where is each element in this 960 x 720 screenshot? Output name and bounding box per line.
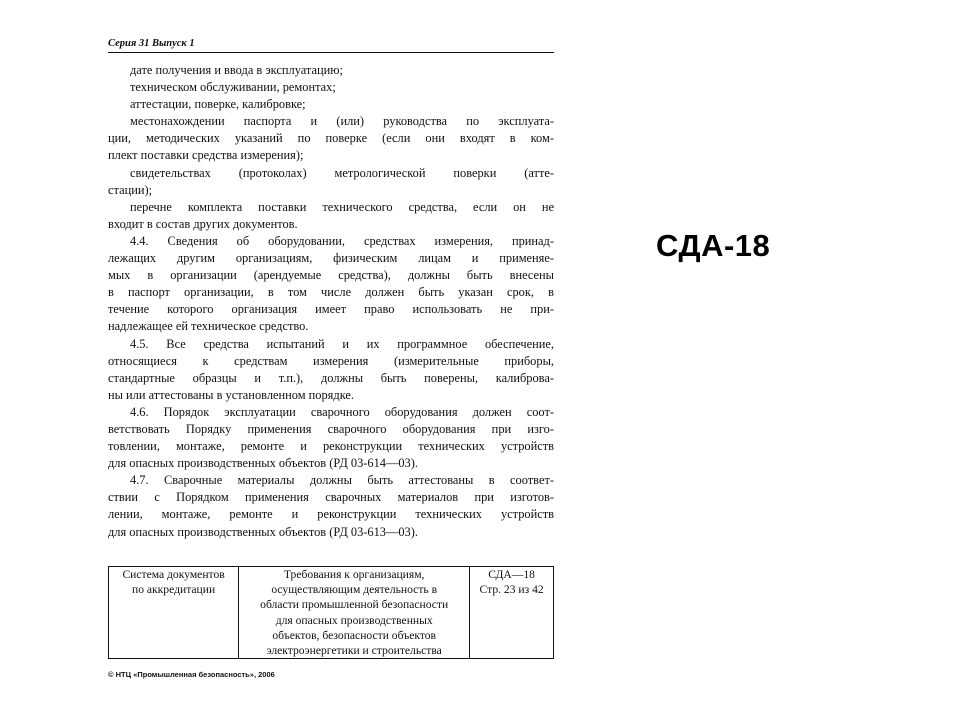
text-line: свидетельствах (протоколах) метрологической поверки (атте- xyxy=(130,165,554,180)
copyright-notice: © НТЦ «Промышленная безопасность», 2006 xyxy=(108,670,275,679)
text-line: 4.4. Сведения об оборудовании, средствах измерения, принад- xyxy=(130,233,554,248)
footer-table xyxy=(108,566,554,659)
table-cell-line: осуществляющим деятельность в xyxy=(271,583,438,597)
table-cell-line: Система документов xyxy=(122,568,225,581)
text-line: техническом обслуживании, ремонтах; xyxy=(130,80,336,95)
table-cell-line: Стр. 23 из 42 xyxy=(479,583,544,597)
text-line: 4.5. Все средства испытаний и их программное обеспечение, xyxy=(130,336,554,351)
document-code: СДА-18 xyxy=(656,228,771,263)
text-line: товлении, монтаже, ремонте и реконструкции технических устройств xyxy=(108,439,554,454)
text-line: лении, монтаже, ремонте и реконструкции технических устройств xyxy=(108,507,554,522)
text-line: надлежащее ей техническое средство. xyxy=(108,319,309,334)
table-cell-line: области промышленной безопасности xyxy=(260,598,449,612)
text-line: лежащих другим организациям, физическим лицам и применяе- xyxy=(108,251,554,266)
text-line: аттестации, поверке, калибровке; xyxy=(130,97,306,112)
text-line: относящиеся к средствам измерения (измерительные приборы, xyxy=(108,353,554,368)
text-line: ствии с Порядком применения сварочных материалов при изготов- xyxy=(108,490,554,505)
text-line: для опасных производственных объектов (РД 03-614—03). xyxy=(108,456,418,471)
table-cell-line: электроэнергетики и строительства xyxy=(266,644,442,658)
document-page xyxy=(108,30,554,682)
text-line: стандартные образцы и т.п.), должны быть поверены, калиброва- xyxy=(108,370,554,385)
text-line: стации); xyxy=(108,182,153,197)
table-cell-line: по аккредитации xyxy=(131,583,216,597)
table-cell-line: для опасных производственных xyxy=(275,613,433,627)
footer-cell-document-system xyxy=(109,567,239,659)
text-line: ны или аттестованы в установленном порядке. xyxy=(108,387,354,402)
header-rule xyxy=(108,52,554,53)
table-cell-line: Требования к организациям, xyxy=(283,568,425,581)
text-line: 4.6. Порядок эксплуатации сварочного оборудования должен соот- xyxy=(130,404,554,419)
text-line: мых в организации (арендуемые средства), должны быть внесены xyxy=(108,268,554,283)
text-line: течение которого организация имеет право использовать не при- xyxy=(108,302,554,317)
text-line: для опасных производственных объектов (РД 03-613—03). xyxy=(108,524,418,539)
text-line: в паспорт организации, в том числе должен быть указан срок, в xyxy=(108,285,554,300)
body-text xyxy=(108,62,554,541)
text-line: ветствовать Порядку применения сварочного оборудования при изго- xyxy=(108,421,554,436)
table-cell-line: СДА—18 xyxy=(488,568,535,581)
text-line: входит в состав других документов. xyxy=(108,216,298,231)
text-line: местонахождении паспорта и (или) руководства по эксплуата- xyxy=(130,114,554,129)
text-line: 4.7. Сварочные материалы должны быть аттестованы в соответ- xyxy=(130,473,554,488)
text-line: ции, методических указаний по поверке (если они входят в ком- xyxy=(108,131,554,146)
footer-table-row xyxy=(109,567,554,659)
footer-cell-page-info xyxy=(470,567,554,659)
series-header: Серия 31 Выпуск 1 xyxy=(108,38,195,49)
table-cell-line: объектов, безопасности объектов xyxy=(272,628,437,642)
text-line: дате получения и ввода в эксплуатацию; xyxy=(130,63,343,77)
footer-cell-requirements xyxy=(239,567,470,659)
text-line: плект поставки средства измерения); xyxy=(108,148,304,163)
text-line: перечне комплекта поставки технического средства, если он не xyxy=(130,199,554,214)
